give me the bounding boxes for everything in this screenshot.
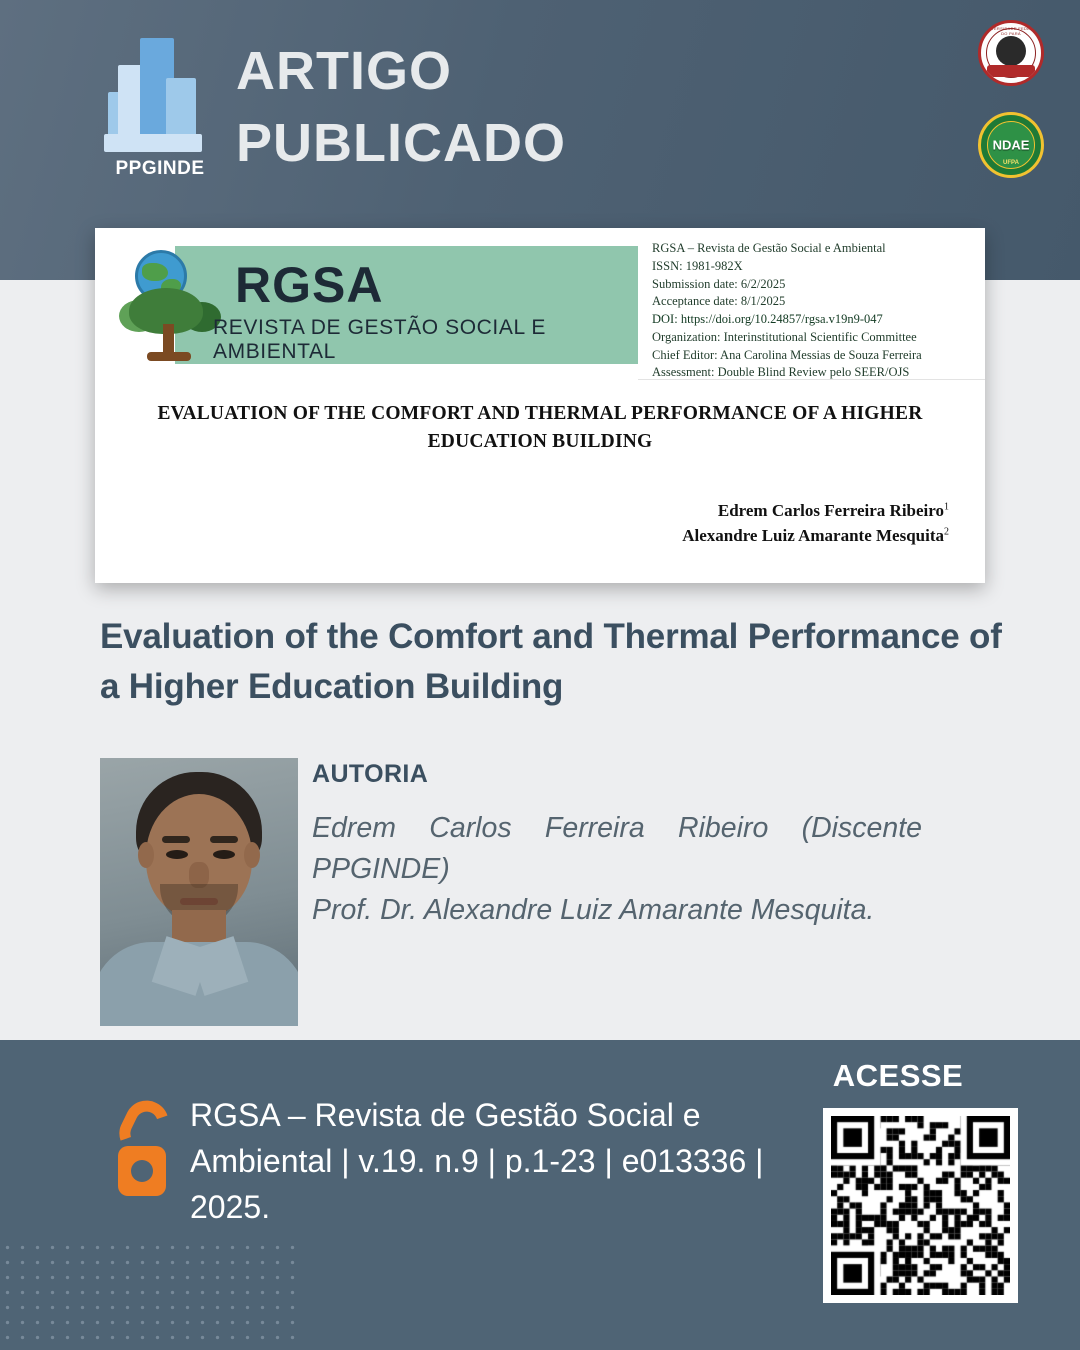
- paper-author-1-sup: 1: [944, 501, 949, 513]
- ufpa-seal-caption: UNIVERSIDADE FEDERAL DO PARÁ: [983, 26, 1039, 36]
- meta-submission-date: Submission date: 6/2/2025: [652, 276, 786, 291]
- paper-authors: [95, 499, 985, 548]
- journal-reference: RGSA – Revista de Gestão Social e Ambiental | v.19. n.9 | p.1-23 | e013336 | 2025.: [190, 1097, 764, 1226]
- paper-author-1-name: Edrem Carlos Ferreira Ribeiro: [717, 501, 944, 521]
- paper-header: [95, 228, 985, 380]
- paper-title: EVALUATION OF THE COMFORT AND THERMAL PERFORMANCE OF A HIGHER EDUCATION BUILDING: [157, 403, 923, 452]
- ppginde-logo-label: PPGINDE: [115, 158, 205, 179]
- header-title-line2: PUBLICADO: [236, 112, 566, 173]
- author-photo: [100, 758, 298, 1026]
- rgsa-masthead: [95, 228, 638, 380]
- authorship-names: [312, 808, 922, 930]
- header-title-line1: ARTIGO: [236, 41, 452, 101]
- paper-author-2-name: Alexandre Luiz Amarante Mesquita: [682, 526, 944, 546]
- meta-chief-editor: Chief Editor: Ana Carolina Messias de Souza Ferreira: [652, 347, 922, 362]
- ndae-seal-icon: [978, 112, 1044, 178]
- meta-issn: ISSN: 1981-982X: [652, 258, 743, 273]
- authorship-name-1: Edrem Carlos Ferreira Ribeiro (Discente PPGINDE): [312, 812, 922, 885]
- qr-code[interactable]: [823, 1108, 1018, 1303]
- paper-author-2: [95, 524, 949, 549]
- meta-doi[interactable]: DOI: https://doi.org/10.24857/rgsa.v19n9-047: [652, 312, 883, 326]
- paper-preview-card: [95, 228, 985, 583]
- ndae-seal-sub: UFPA: [1003, 160, 1019, 166]
- access-label: ACESSE: [832, 1058, 964, 1093]
- rgsa-acronym: RGSA: [235, 257, 384, 313]
- rgsa-subtitle: REVISTA DE GESTÃO SOCIAL E AMBIENTAL: [213, 316, 547, 363]
- paper-metadata: [638, 228, 985, 379]
- meta-acceptance-date: Acceptance date: 8/1/2025: [652, 294, 786, 309]
- paper-author-1: [95, 499, 949, 524]
- meta-journal: RGSA – Revista de Gestão Social e Ambiental: [652, 241, 886, 255]
- decorative-dot-pattern: [0, 1240, 300, 1350]
- page-title: [236, 36, 566, 180]
- meta-assessment: Assessment: Double Blind Review pelo SEER/OJS: [652, 365, 910, 380]
- meta-organization: Organization: Interinstitutional Scientific Committee: [652, 329, 917, 344]
- rgsa-tree-globe-icon: [113, 248, 225, 363]
- ufpa-seal-icon: [978, 20, 1044, 86]
- authorship-name-2: Prof. Dr. Alexandre Luiz Amarante Mesquita.: [312, 893, 875, 926]
- paper-author-2-sup: 2: [944, 526, 949, 538]
- open-access-lock-icon: [112, 1100, 172, 1196]
- ndae-seal-text: NDAE: [992, 137, 1030, 153]
- article-title: Evaluation of the Comfort and Thermal Performance of a Higher Education Building: [100, 617, 1002, 706]
- authorship-label: AUTORIA: [312, 760, 429, 788]
- ppginde-logo-icon: [100, 30, 220, 185]
